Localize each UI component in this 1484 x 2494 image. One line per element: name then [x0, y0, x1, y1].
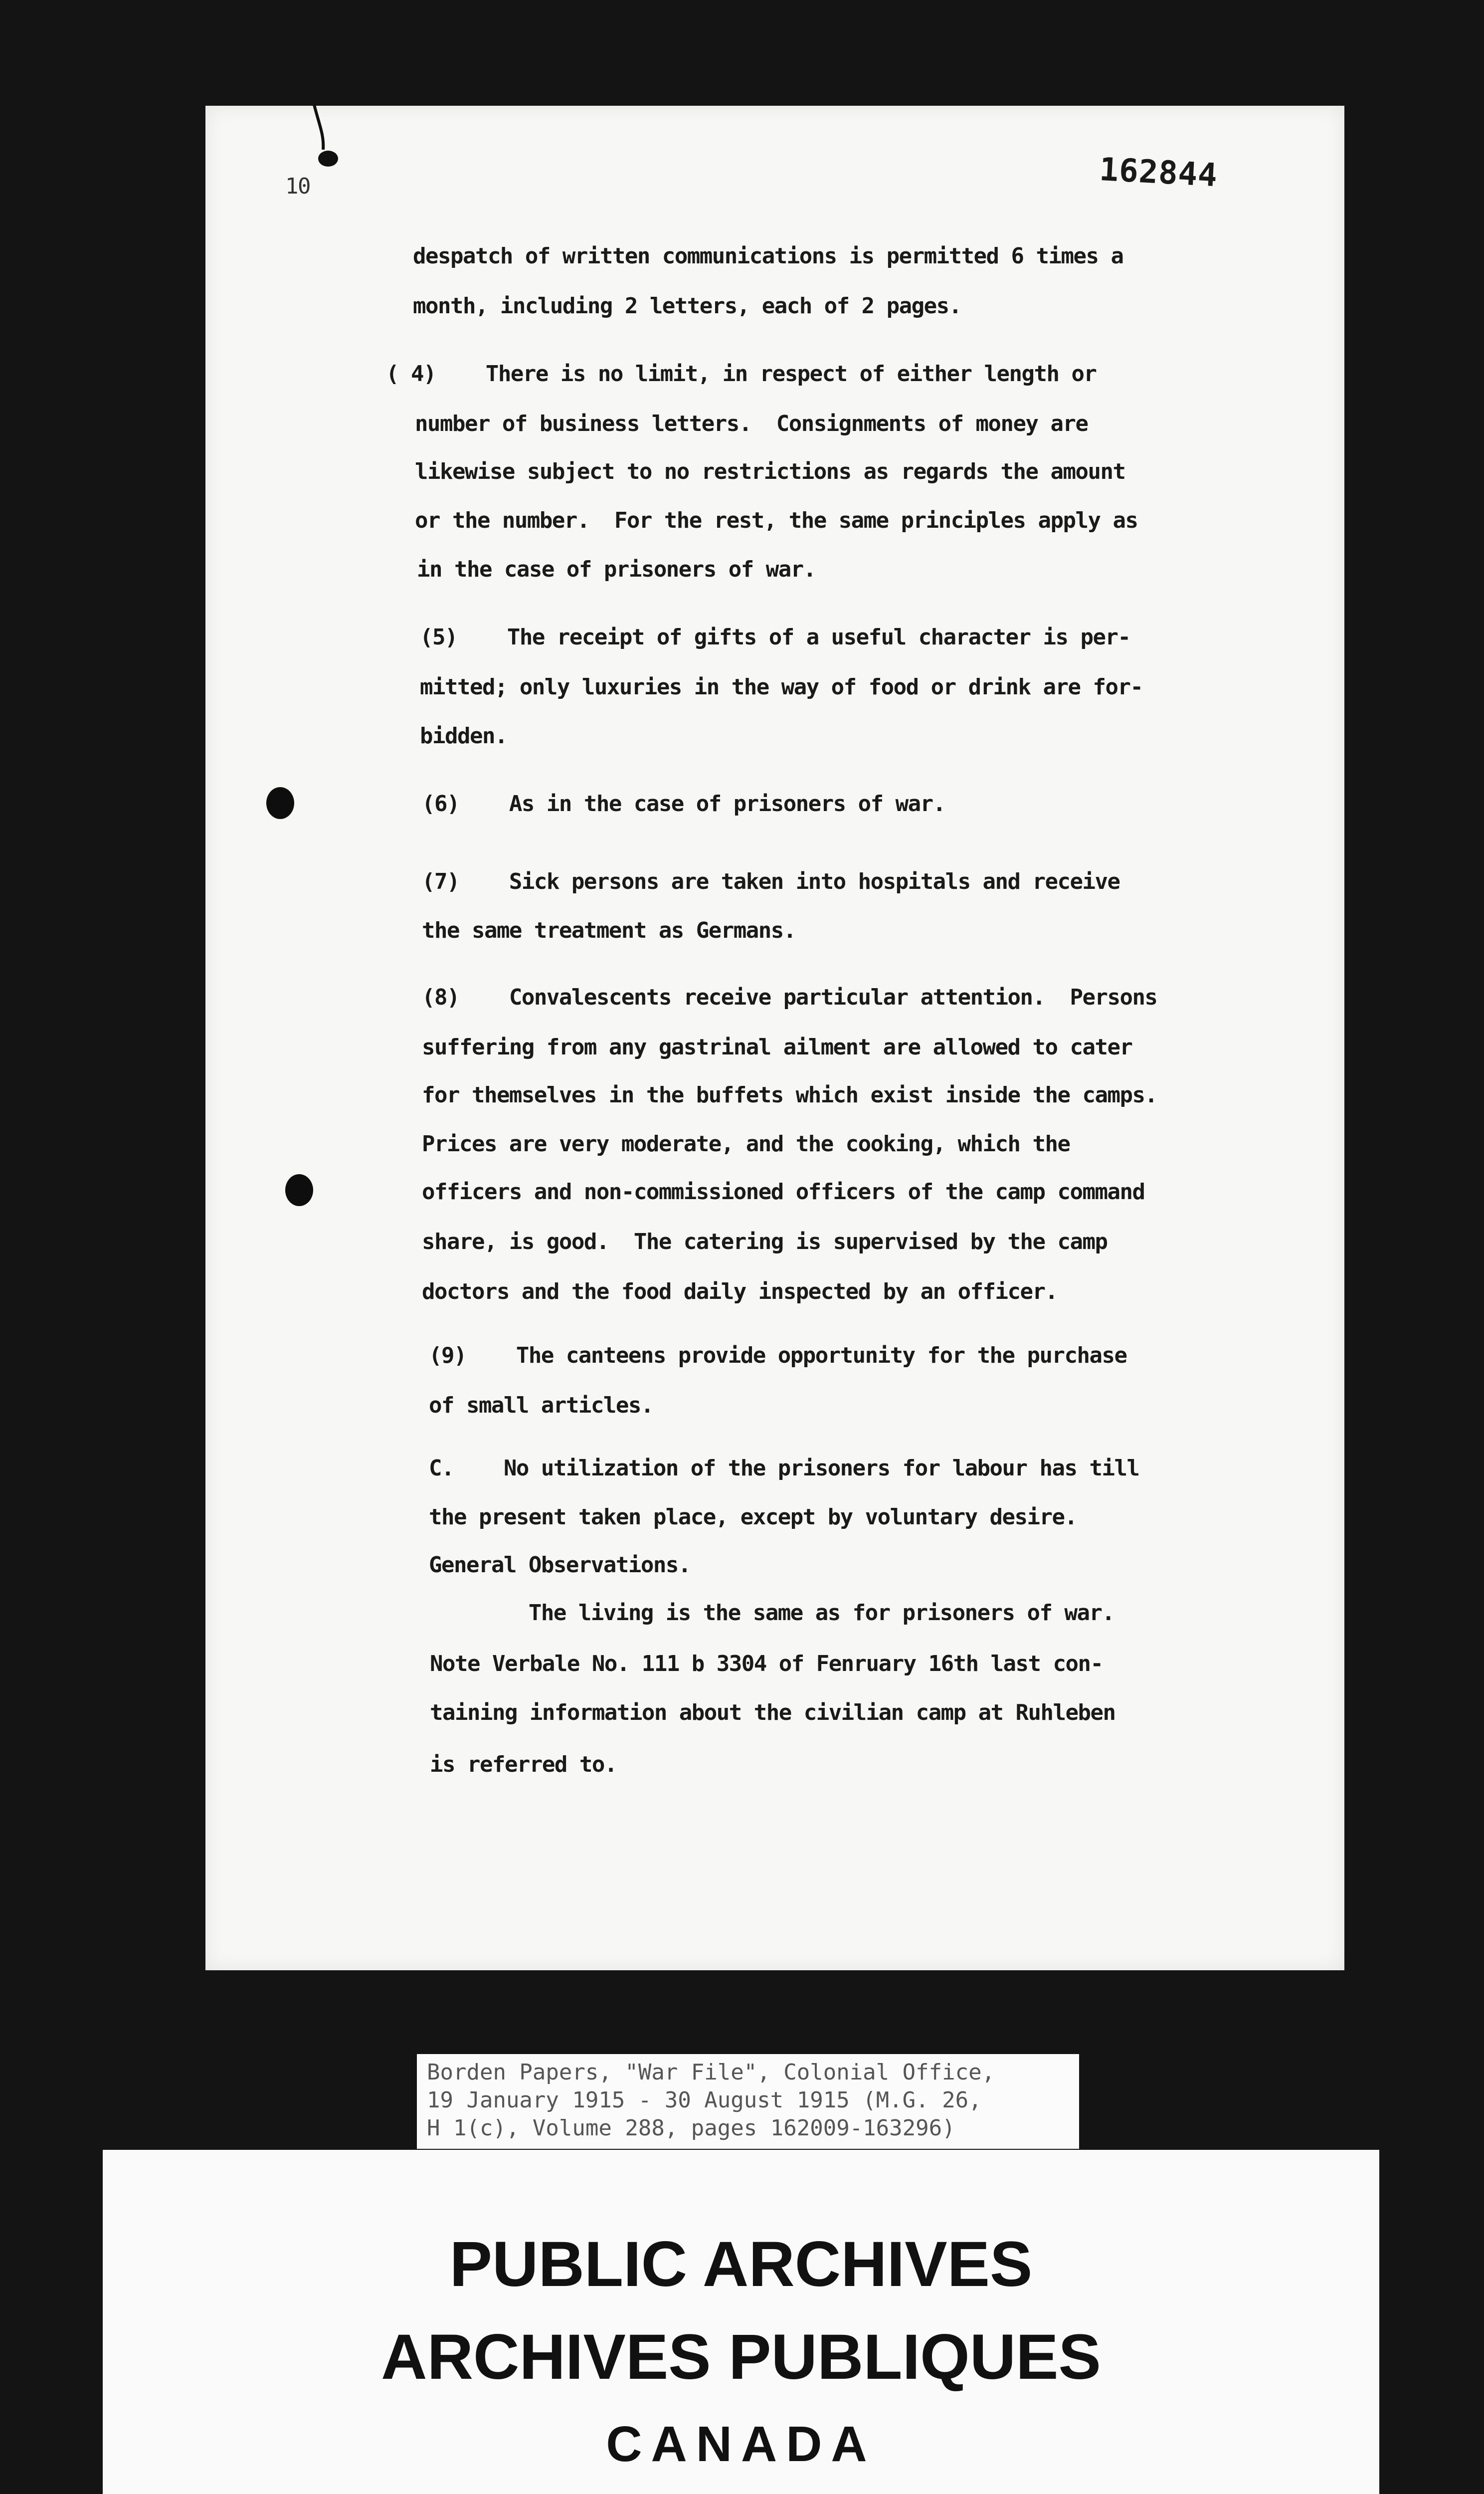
- text-line: the present taken place, except by voluntary desire.: [429, 1504, 1077, 1530]
- document-number: 162844: [1098, 151, 1219, 195]
- stamp-line-3: CANADA: [606, 2416, 876, 2472]
- section-heading: General Observations.: [429, 1552, 691, 1578]
- text-line: C. No utilization of the prisoners for labour has till: [429, 1455, 1139, 1481]
- text-line: taining information about the civilian camp at Ruhleben: [430, 1700, 1115, 1725]
- archives-stamp: [103, 2150, 1379, 2494]
- text-line: Prices are very moderate, and the cooking, which the: [422, 1131, 1070, 1157]
- paper-clip-mark: [309, 105, 339, 170]
- text-line: or the number. For the rest, the same principles apply as: [415, 508, 1138, 533]
- stamp-line-1: PUBLIC ARCHIVES: [449, 2229, 1033, 2300]
- text-line: of small articles.: [429, 1393, 653, 1418]
- text-line: share, is good. The catering is supervised by the camp: [422, 1229, 1108, 1254]
- page-number: 10: [285, 174, 310, 199]
- reference-label: [417, 2054, 1079, 2149]
- punch-hole-upper: [266, 787, 294, 819]
- text-line: The living is the same as for prisoners of war.: [429, 1600, 1114, 1626]
- text-line: ( 4) There is no limit, in respect of either length or: [386, 361, 1097, 387]
- text-line: (5) The receipt of gifts of a useful character is per-: [420, 624, 1130, 650]
- text-line: month, including 2 letters, each of 2 pages.: [413, 293, 961, 319]
- text-line: likewise subject to no restrictions as regards the amount: [415, 459, 1125, 484]
- text-line: (9) The canteens provide opportunity for the purchase: [429, 1343, 1127, 1368]
- text-line: in the case of prisoners of war.: [417, 557, 816, 582]
- text-line: is referred to.: [430, 1752, 617, 1777]
- text-line: suffering from any gastrinal ailment are allowed to cater: [422, 1035, 1132, 1060]
- label-line: H 1(c), Volume 288, pages 162009-163296): [427, 2115, 955, 2141]
- text-line: number of business letters. Consignments of money are: [415, 411, 1088, 436]
- text-line: bidden.: [420, 723, 507, 749]
- text-line: (6) As in the case of prisoners of war.: [422, 791, 945, 817]
- text-line: despatch of written communications is permitted 6 times a: [413, 243, 1123, 269]
- punch-hole-lower: [285, 1174, 313, 1206]
- stamp-line-2: ARCHIVES PUBLIQUES: [381, 2321, 1101, 2393]
- text-line: mitted; only luxuries in the way of food or drink are for-: [420, 674, 1143, 700]
- text-line: doctors and the food daily inspected by an officer.: [422, 1279, 1058, 1304]
- label-line: Borden Papers, "War File", Colonial Office,: [427, 2060, 995, 2085]
- text-line: for themselves in the buffets which exist inside the camps.: [422, 1082, 1157, 1108]
- text-line: officers and non-commissioned officers of the camp command: [422, 1179, 1145, 1205]
- text-line: Note Verbale No. 111 b 3304 of Fenruary 16th last con-: [430, 1651, 1103, 1676]
- text-line: (7) Sick persons are taken into hospitals and receive: [422, 869, 1120, 894]
- text-line: (8) Convalescents receive particular attention. Persons: [422, 985, 1157, 1010]
- text-line: the same treatment as Germans.: [422, 918, 796, 943]
- label-line: 19 January 1915 - 30 August 1915 (M.G. 26,: [427, 2087, 982, 2113]
